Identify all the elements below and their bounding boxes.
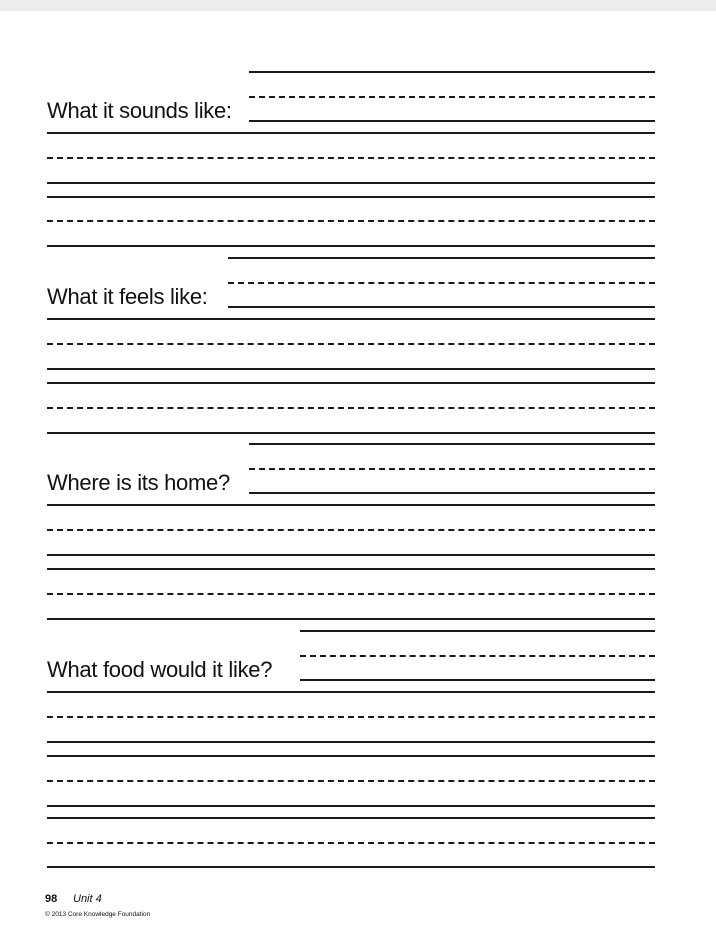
writing-line-base[interactable]	[47, 432, 655, 434]
writing-line-top	[47, 382, 655, 384]
writing-line-mid	[47, 343, 655, 345]
writing-line-mid	[47, 529, 655, 531]
writing-line-mid	[47, 593, 655, 595]
writing-line-top	[228, 257, 655, 259]
writing-line-base[interactable]	[47, 805, 655, 807]
writing-line-base[interactable]	[249, 492, 655, 494]
writing-line-base[interactable]	[47, 554, 655, 556]
writing-line-base[interactable]	[47, 182, 655, 184]
prompt-sounds: What it sounds like:	[47, 98, 232, 123]
writing-line-base[interactable]	[47, 866, 655, 868]
writing-line-base[interactable]	[249, 120, 655, 122]
prompt-food: What food would it like?	[47, 657, 273, 682]
writing-line-top	[47, 755, 655, 757]
writing-line-top	[300, 630, 655, 632]
writing-line-top	[47, 196, 655, 198]
writing-line-base[interactable]	[47, 741, 655, 743]
writing-line-top	[47, 132, 655, 134]
writing-line-top	[47, 568, 655, 570]
writing-line-top	[47, 691, 655, 693]
writing-line-mid	[300, 655, 655, 657]
writing-line-top	[47, 817, 655, 819]
writing-line-top	[47, 504, 655, 506]
page-number: 98	[45, 893, 58, 905]
writing-line-top	[47, 318, 655, 320]
writing-line-base[interactable]	[47, 245, 655, 247]
writing-line-top	[249, 71, 655, 73]
writing-line-mid	[249, 96, 655, 98]
writing-line-mid	[47, 157, 655, 159]
writing-line-top	[249, 443, 655, 445]
writing-line-base[interactable]	[47, 368, 655, 370]
copyright-notice: © 2013 Core Knowledge Foundation	[45, 911, 151, 918]
writing-line-mid	[47, 842, 655, 844]
writing-line-mid	[47, 716, 655, 718]
page-top-edge	[0, 0, 716, 11]
writing-line-base[interactable]	[300, 679, 655, 681]
writing-line-mid	[47, 780, 655, 782]
writing-line-mid	[47, 407, 655, 409]
writing-line-mid	[249, 468, 655, 470]
prompt-feels: What it feels like:	[47, 284, 208, 309]
unit-label: Unit 4	[73, 893, 102, 905]
writing-line-mid	[47, 220, 655, 222]
writing-line-base[interactable]	[228, 306, 655, 308]
writing-line-mid	[228, 282, 655, 284]
writing-line-base[interactable]	[47, 618, 655, 620]
prompt-home: Where is its home?	[47, 470, 230, 495]
